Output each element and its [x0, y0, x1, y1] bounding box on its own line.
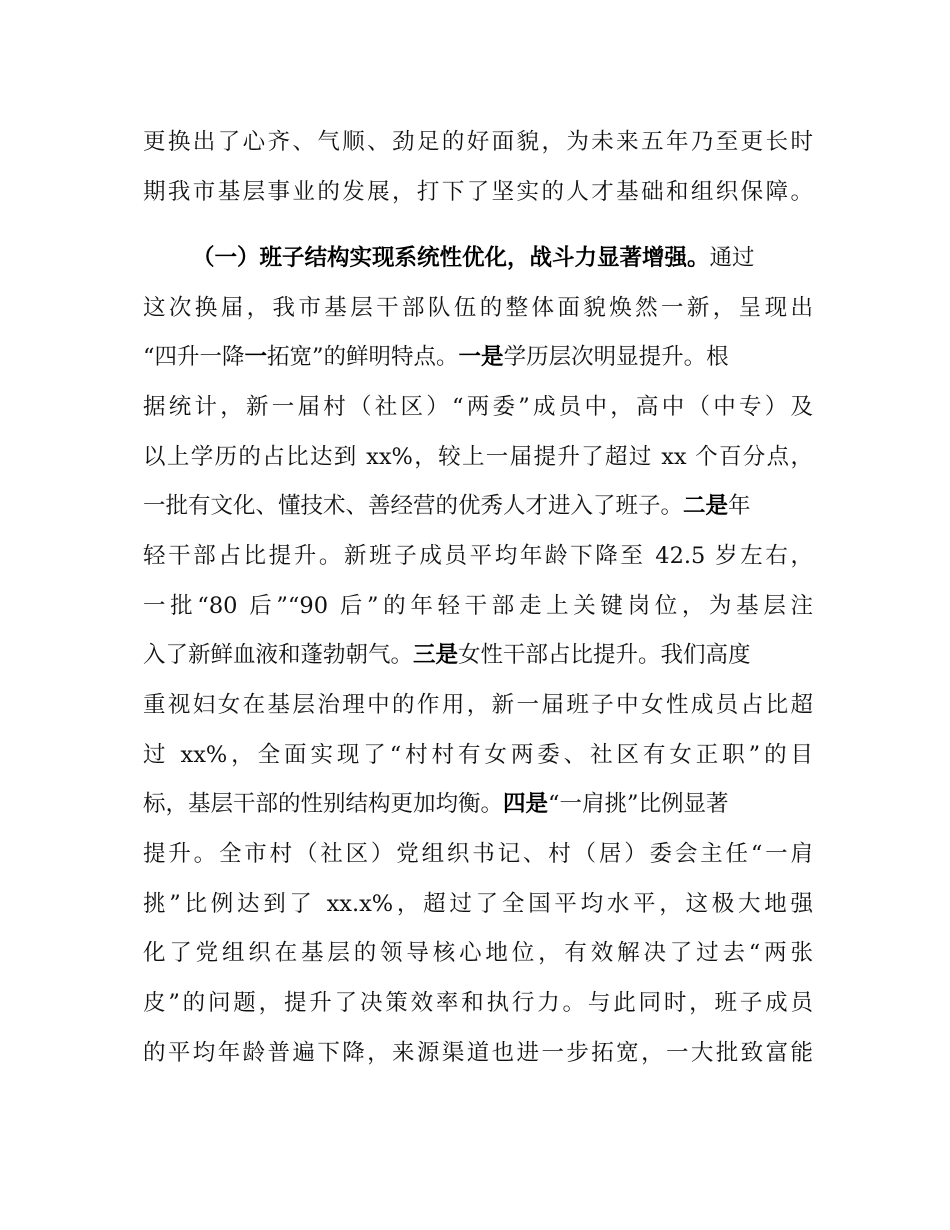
paragraph-line: 化了党组织在基层的领导核心地位，有效解决了过去“两张: [143, 940, 813, 966]
paragraph-line: 的平均年龄普遍下降，来源渠道也进一步拓宽，一大批致富能: [143, 1040, 813, 1066]
paragraph-line: 皮”的问题，提升了决策效率和执行力。与此同时，班子成员: [143, 990, 813, 1016]
paragraph-line: [143, 635, 813, 675]
text-run: 拓宽”的鲜明特点。: [267, 344, 459, 370]
paragraph-line: 一批“80 后”“90 后”的年轻干部走上关键岗位，为基层注: [143, 593, 813, 619]
paragraph-line: 以上学历的占比达到 xx%，较上一届提升了超过 xx 个百分点，: [143, 444, 813, 470]
text-run: “四升一降: [143, 344, 245, 370]
point-marker: 三是: [413, 642, 459, 668]
section-first-line: [192, 238, 813, 278]
intro-line: 更换出了心齐、气顺、劲足的好面貌，为未来五年乃至更长时: [143, 129, 813, 155]
emphasis-dash: 一: [244, 344, 268, 370]
text-run: 学历层次明显提升。根: [503, 344, 729, 370]
paragraph-line: 轻干部占比提升。新班子成员平均年龄下降至 42.5 岁左右，: [143, 543, 813, 569]
text-run: “一肩挑”比例显著: [548, 791, 729, 817]
paragraph-line: [143, 337, 813, 377]
text-run: 女性干部占比提升。我们高度: [458, 642, 751, 668]
text-run: 一批有文化、懂技术、善经营的优秀人才进入了班子。: [143, 493, 684, 519]
section-text: 通过: [709, 245, 755, 271]
intro-line: 期我市基层事业的发展，打下了坚实的人才基础和组织保障。: [143, 179, 813, 205]
text-run: 标，基层干部的性别结构更加均衡。: [143, 791, 504, 817]
paragraph-line: [143, 784, 813, 824]
paragraph-line: 这次换届，我市基层干部队伍的整体面貌焕然一新，呈现出: [143, 295, 813, 321]
text-run: 入了新鲜血液和蓬勃朝气。: [143, 642, 414, 668]
point-marker: 四是: [503, 791, 549, 817]
point-marker: 二是: [683, 493, 729, 519]
paragraph-line: 提升。全市村（社区）党组织书记、村（居）委会主任“一肩: [143, 841, 813, 867]
section-heading: （一）班子结构实现系统性优化，战斗力显著增强。: [192, 245, 710, 271]
paragraph-line: 挑”比例达到了 xx.x%，超过了全国平均水平，这极大地强: [143, 891, 813, 917]
text-run: 年: [728, 493, 751, 519]
paragraph-line: [143, 486, 813, 526]
point-marker: 一是: [458, 344, 504, 370]
paragraph-line: 重视妇女在基层治理中的作用，新一届班子中女性成员占比超: [143, 692, 813, 718]
paragraph-line: 据统计，新一届村（社区）“两委”成员中，高中（中专）及: [143, 394, 813, 420]
paragraph-line: 过 xx%，全面实现了“村村有女两委、社区有女正职”的目: [143, 742, 813, 768]
